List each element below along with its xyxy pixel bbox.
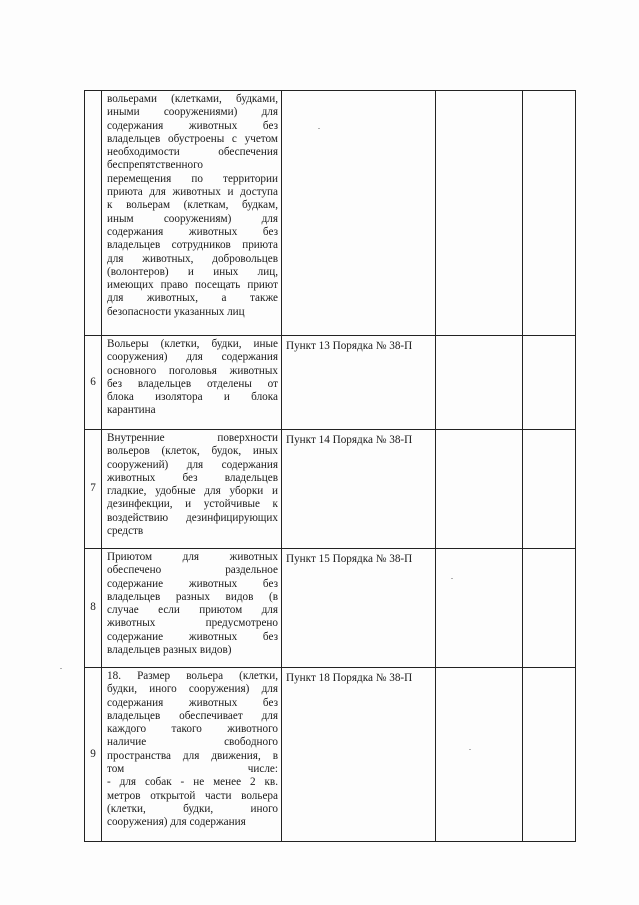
requirement-text-line: иными сооружениями) для [107, 106, 278, 119]
requirement-text-line: перемещения по территории [107, 172, 278, 185]
answer-cell [436, 668, 523, 842]
requirement-text-line: владельцев обустроены с учетом [107, 132, 278, 145]
requirement-text-line: пространства для движения, в [107, 749, 278, 762]
requirement-text-line: безопасности указанных лиц [107, 305, 245, 318]
requirement-text-line: (волонтеров) и иных лиц, [107, 265, 278, 278]
requirement-text-line: владельцев разных видов) [107, 644, 232, 657]
answer-cell [436, 430, 523, 549]
reference-cell [282, 91, 436, 336]
requirement-text-line: наличие свободного [107, 736, 278, 749]
requirement-text-line: содержание животных без [107, 630, 278, 643]
requirement-text-line: гладкие, удобные для уборки и [107, 485, 278, 498]
requirement-text-line: основного поголовья животных [107, 364, 278, 377]
row-number: 6 [85, 336, 102, 430]
requirement-text-line: Внутренние поверхности [107, 432, 278, 444]
requirement-text-line: 18. Размер вольера (клетки, [107, 670, 278, 682]
requirement-text-line: владельцев сотрудников приюта [107, 239, 278, 252]
requirement-text-line: сооружения) для содержания [107, 351, 278, 364]
note-cell [523, 430, 576, 549]
requirement-cell [102, 668, 282, 842]
requirement-text-line: содержания животных без [107, 119, 278, 132]
requirement-text-line: вольеров (клеток, будок, иных [107, 445, 278, 458]
requirement-text-line: беспрепятственного [107, 159, 203, 172]
requirement-cell [102, 549, 282, 668]
reference-cell: Пункт 18 Порядка № 38-П [282, 668, 436, 842]
requirement-text-line: вольерами (клетками, будками, [107, 93, 278, 105]
requirement-text-line: необходимости обеспечения [107, 146, 278, 159]
requirement-text-line: сооружения) для содержания [107, 816, 246, 829]
requirement-text-line: владельцев обеспечивает для [107, 709, 278, 722]
table-row [85, 336, 576, 430]
note-cell [523, 668, 576, 842]
table-row [85, 91, 576, 336]
requirement-text-line: сооружений) для содержания [107, 458, 278, 471]
requirement-text-line: воздействию дезинфицирующих [107, 511, 278, 524]
requirement-text-line: имеющих право посещать приют [107, 279, 278, 292]
requirement-text-line: карантина [107, 404, 156, 417]
requirement-text-line: - для собак - не менее 2 кв. [107, 776, 278, 789]
reference-cell: Пункт 15 Порядка № 38-П [282, 549, 436, 668]
row-number: 8 [85, 549, 102, 668]
requirement-text-line: Приютом для животных [107, 551, 278, 563]
requirement-cell [102, 430, 282, 549]
requirement-text-line: каждого такого животного [107, 723, 278, 736]
requirement-text-line: дезинфекции, и устойчивые к [107, 498, 278, 511]
requirement-text-line: для животных, а также [107, 292, 278, 305]
answer-cell [436, 91, 523, 336]
answer-cell [436, 336, 523, 430]
requirement-text-line: (клетки, будки, иного [107, 802, 278, 815]
requirement-text-line: животных без владельцев [107, 471, 278, 484]
requirement-text-line: блока изолятора и блока [107, 391, 278, 404]
requirement-text-line: без владельцев отделены от [107, 377, 278, 390]
requirement-text-line: Вольеры (клетки, будки, иные [107, 338, 278, 350]
requirement-text-line: животных предусмотрено [107, 617, 278, 630]
requirement-text-line: к вольерам (клеткам, будкам, [107, 199, 278, 212]
requirement-cell [102, 336, 282, 430]
requirement-cell [102, 91, 282, 336]
table-row [85, 549, 576, 668]
checklist-table [84, 90, 576, 842]
reference-cell: Пункт 14 Порядка № 38-П [282, 430, 436, 549]
requirement-text-line: владельцев разных видов (в [107, 590, 278, 603]
requirement-text-line: средств [107, 525, 144, 538]
requirement-text-line: для животных, добровольцев [107, 252, 278, 265]
requirement-text-line: обеспечено раздельное [107, 564, 278, 577]
answer-cell [436, 549, 523, 668]
table-row [85, 668, 576, 842]
requirement-text-line: иным сооружениям) для [107, 212, 278, 225]
row-number: 9 [85, 668, 102, 842]
requirement-text-line: случае если приютом для [107, 604, 278, 617]
row-number: 7 [85, 430, 102, 549]
requirement-text-line: будки, иного сооружения) для [107, 683, 278, 696]
requirement-text-line: содержание животных без [107, 577, 278, 590]
reference-cell: Пункт 13 Порядка № 38-П [282, 336, 436, 430]
requirement-text-line: приюта для животных и доступа [107, 186, 278, 199]
note-cell [523, 91, 576, 336]
note-cell [523, 549, 576, 668]
note-cell [523, 336, 576, 430]
requirement-text-line: том числе: [107, 763, 278, 776]
row-number [85, 91, 102, 336]
requirement-text-line: содержания животных без [107, 225, 278, 238]
table-row [85, 430, 576, 549]
requirement-text-line: метров открытой части вольера [107, 789, 278, 802]
requirement-text-line: содержания животных без [107, 696, 278, 709]
